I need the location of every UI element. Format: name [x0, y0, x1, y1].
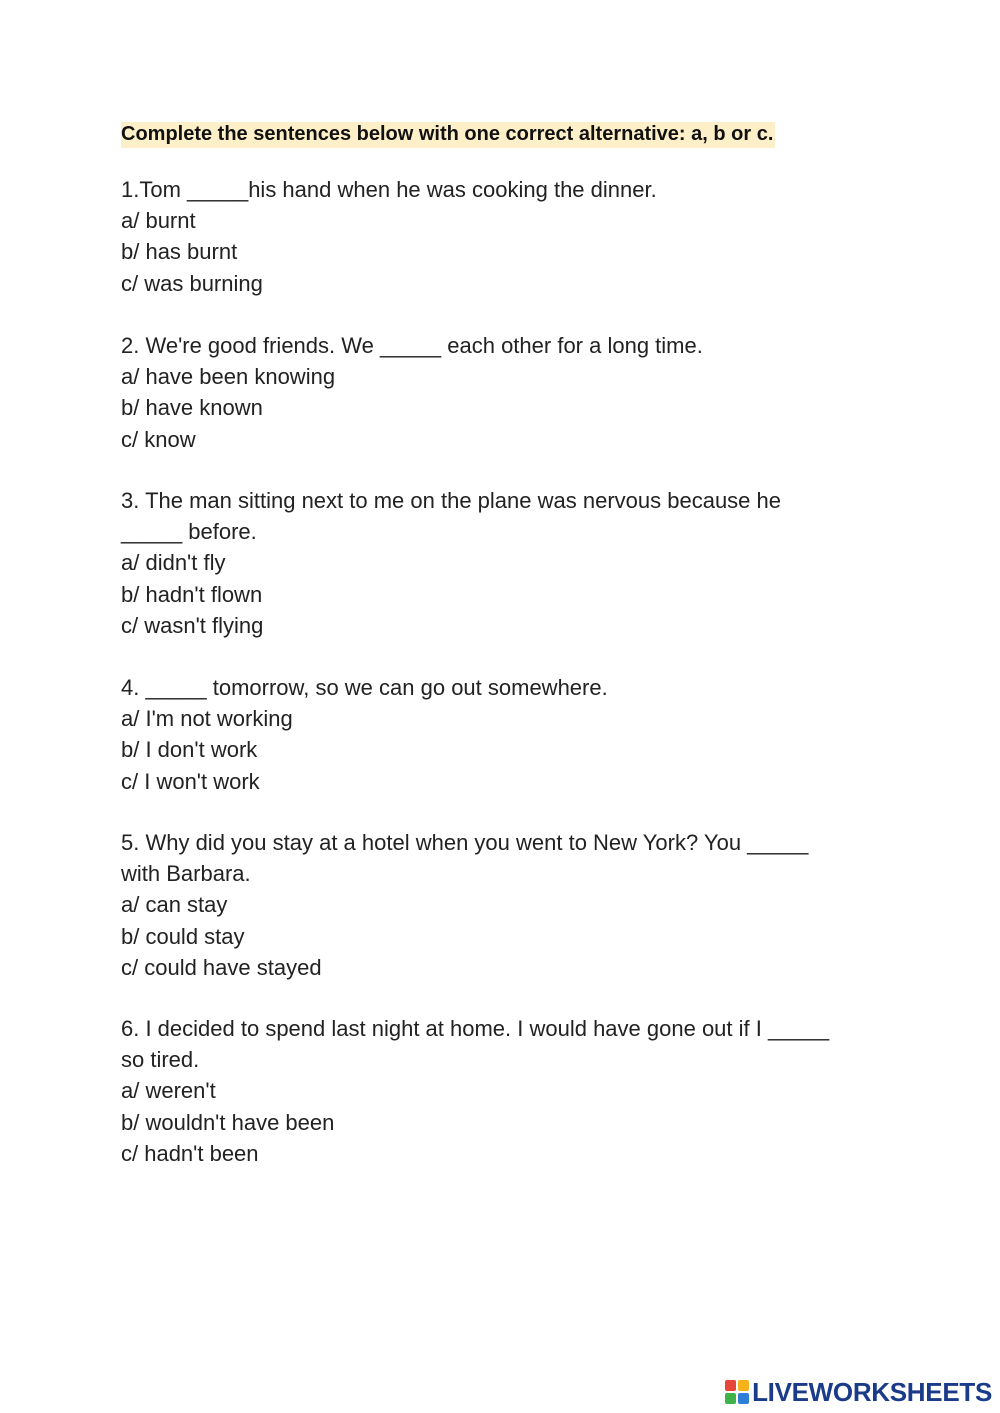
question-1-option-a: a/ burnt: [121, 208, 196, 234]
question-2-stem-line-1: 2. We're good friends. We _____ each other for a long time.: [121, 333, 703, 358]
question-3-stem-line-2: _____ before.: [121, 519, 257, 545]
liveworksheets-logo[interactable]: [725, 1377, 992, 1407]
logo-tile-blue: [738, 1393, 749, 1404]
question-1-option-c: c/ was burning: [121, 270, 263, 296]
question-1-option-b: b/ has burnt: [121, 239, 238, 265]
question-2-option-c: c/ know: [121, 426, 196, 452]
question-4-option-c: c/ I won't work: [121, 768, 260, 794]
question-4: [121, 672, 921, 797]
question-2-option-a: a/ have been knowing: [121, 364, 336, 390]
liveworksheets-logo-icon: [725, 1380, 749, 1404]
question-3-option-a: a/ didn't fly: [121, 550, 226, 576]
question-6-option-a: a/ weren't: [121, 1078, 216, 1104]
question-4-option-b: b/ I don't work: [121, 737, 258, 763]
question-4-option-a: a/ I'm not working: [121, 706, 293, 732]
logo-tile-yellow: [738, 1380, 749, 1391]
question-3: [121, 485, 921, 641]
logo-text: LIVEWORKSHEETS: [752, 1377, 992, 1407]
question-5-option-c: c/ could have stayed: [121, 954, 322, 980]
question-5-stem-line-2: with Barbara.: [121, 861, 251, 887]
question-6-option-c: c/ hadn't been: [121, 1140, 259, 1166]
question-6-option-b: b/ wouldn't have been: [121, 1109, 335, 1135]
question-5-stem-line-1: 5. Why did you stay at a hotel when you went to New York? You _____: [121, 830, 809, 855]
instruction-heading: [121, 120, 775, 148]
question-3-stem-line-1: 3. The man sitting next to me on the plane was nervous because he: [121, 488, 781, 513]
question-4-stem-line-1: 4. _____ tomorrow, so we can go out somewhere.: [121, 675, 608, 700]
logo-tile-green: [725, 1393, 736, 1404]
question-1-stem-line-1: 1.Tom _____his hand when he was cooking the dinner.: [121, 177, 657, 202]
question-3-option-c: c/ wasn't flying: [121, 612, 264, 638]
question-5: [121, 827, 921, 983]
instruction-text: Complete the sentences below with one correct alternative: a, b or c.: [121, 122, 775, 148]
logo-tile-red: [725, 1380, 736, 1391]
question-3-option-b: b/ hadn't flown: [121, 581, 263, 607]
question-6: [121, 1013, 921, 1169]
question-5-option-b: b/ could stay: [121, 923, 245, 949]
question-2-option-b: b/ have known: [121, 395, 263, 421]
question-6-stem-line-1: 6. I decided to spend last night at home. I would have gone out if I _____: [121, 1016, 830, 1041]
question-1: [121, 174, 921, 299]
question-5-option-a: a/ can stay: [121, 892, 228, 918]
question-2: [121, 330, 921, 455]
question-6-stem-line-2: so tired.: [121, 1047, 200, 1073]
